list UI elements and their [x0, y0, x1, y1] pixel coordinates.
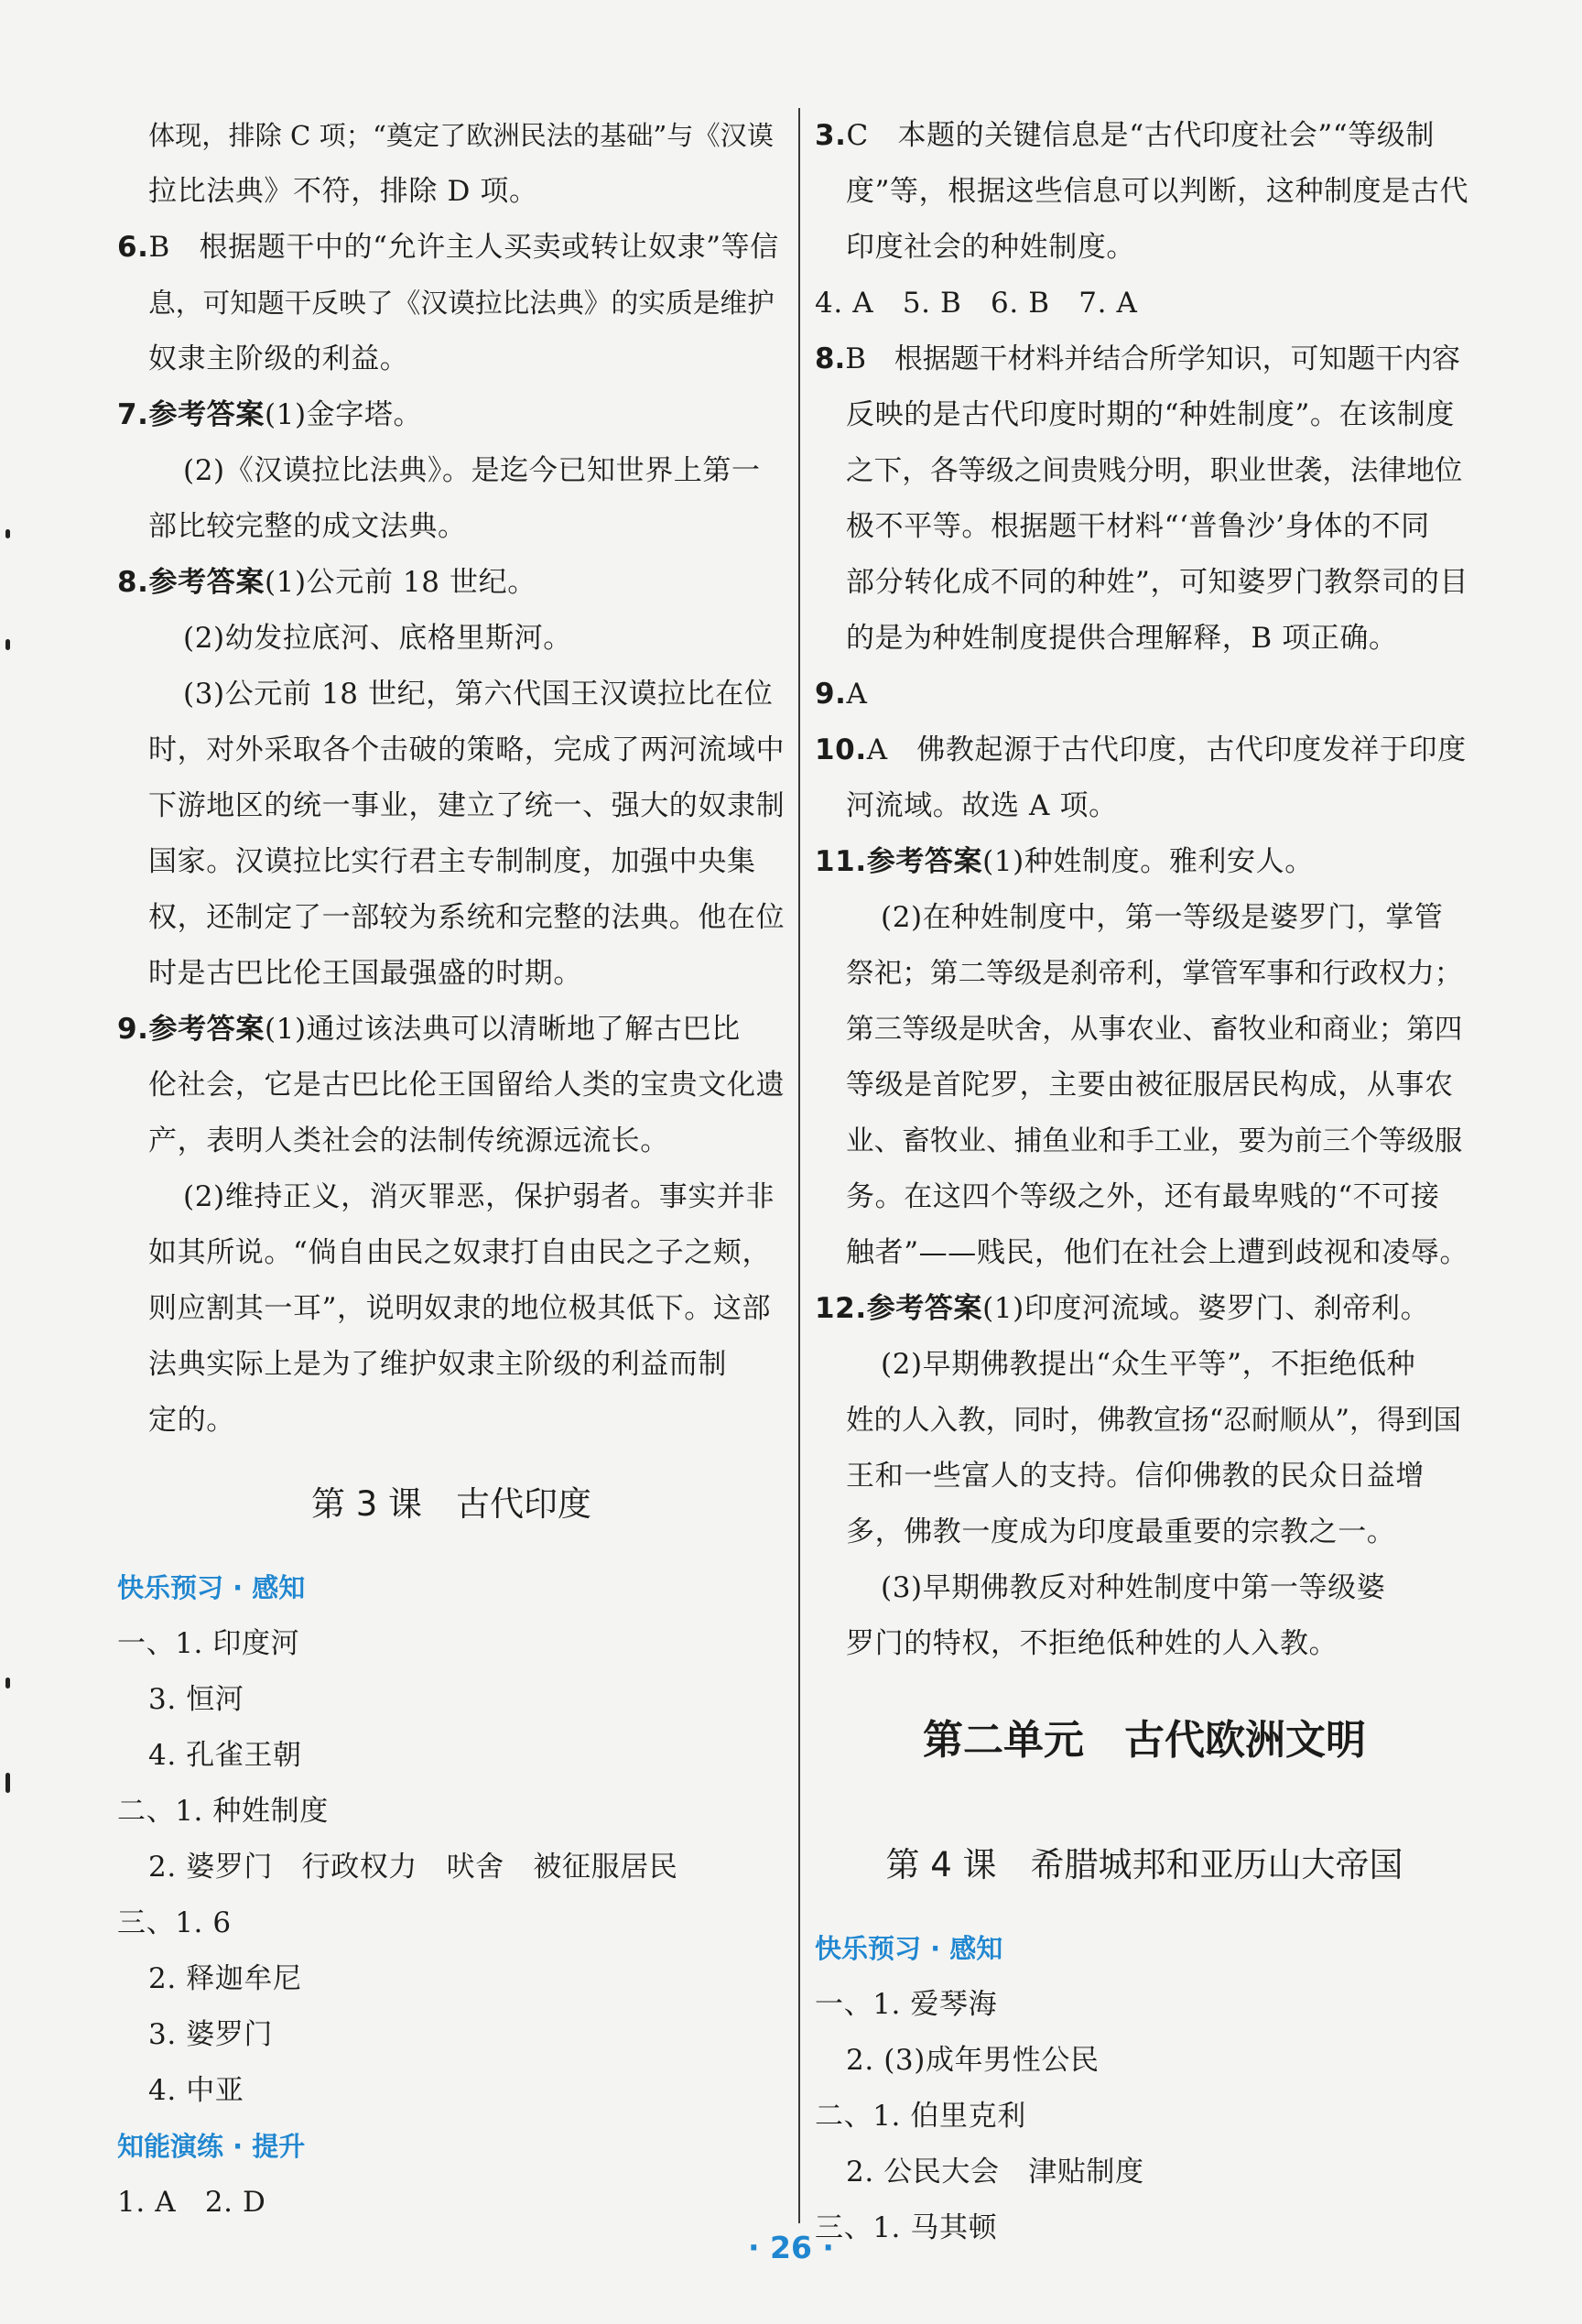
right-column: [815, 108, 1474, 2256]
left-column: [117, 108, 786, 2231]
answer-line: [117, 555, 786, 611]
answer-text: 权，还制定了一部较为系统和完整的法典。他在位: [148, 901, 786, 934]
preview-item: 2. 释迦牟尼: [148, 1962, 302, 1995]
answer-line: [117, 276, 786, 331]
answer-text: 拉比法典》不符，排除 D 项。: [148, 175, 538, 208]
answer-line: [117, 1113, 786, 1169]
scan-mark: [5, 529, 10, 538]
right-preview-list: [815, 1977, 1474, 2256]
answer-text: 第三等级是吠舍，从事农业、畜牧业和商业；第四: [846, 1014, 1463, 1046]
answer-line: [815, 1225, 1474, 1281]
answer-text: (2)《汉谟拉比法典》。是迄今已知世界上第一: [183, 454, 761, 487]
preview-item: 二、1. 伯里克利: [815, 2100, 1026, 2133]
answer-text: 印度社会的种姓制度。: [846, 231, 1135, 264]
answer-text: 产，表明人类社会的法制传统源远流长。: [148, 1124, 669, 1157]
answer-text: 等级是首陀罗，主要由被征服居民构成，从事农: [846, 1069, 1454, 1102]
right-answers: [815, 108, 1474, 1672]
answer-text: (1)种姓制度。雅利安人。: [982, 845, 1314, 878]
answer-line: [815, 164, 1474, 220]
answer-line: [815, 276, 1474, 331]
answer-line: [815, 722, 1474, 778]
answer-line: [815, 1281, 1474, 1337]
answer-text: 时是古巴比伦王国最强盛的时期。: [148, 957, 582, 990]
section-preview-heading: 快乐预习 · 感知: [117, 1572, 306, 1603]
page-number: · 26 ·: [748, 2230, 834, 2265]
answer-line: [117, 164, 786, 220]
answer-line: [815, 1504, 1474, 1560]
question-number: 3.: [815, 119, 847, 152]
preview-item: 一、1. 印度河: [117, 1627, 300, 1660]
answer-text: 部比较完整的成文法典。: [148, 510, 467, 543]
answer-line: [117, 890, 786, 946]
preview-item: 一、1. 爱琴海: [815, 1988, 998, 2021]
answer-text: 姓的人入教，同时，佛教宣扬“忍耐顺从”，得到国: [846, 1405, 1462, 1437]
answer-line: [117, 611, 786, 667]
answer-text: 务。在这四个等级之外，还有最卑贱的“不可接: [846, 1180, 1440, 1213]
answer-line: [815, 443, 1474, 499]
answer-text: 之下，各等级之间贵贱分明，职业世袭，法律地位: [846, 455, 1463, 487]
left-preview-list: [117, 1616, 786, 2119]
preview-item: 3. 恒河: [148, 1683, 244, 1716]
answer-text: 的是为种姓制度提供合理解释，B 项正确。: [846, 622, 1398, 655]
answer-line: [117, 1225, 786, 1281]
preview-item: 4. 孔雀王朝: [148, 1739, 302, 1772]
answer-text: 体现，排除 C 项；“奠定了欧洲民法的基础”与《汉谟: [148, 120, 774, 151]
scan-mark: [5, 1678, 10, 1689]
section-practice-heading: 知能演练 · 提升: [117, 2131, 306, 2162]
preview-item: 2. 公民大会 津贴制度: [846, 2156, 1144, 2188]
answer-text: 反映的是古代印度时期的“种姓制度”。在该制度: [846, 398, 1455, 431]
lesson-4-title: 第 4 课 希腊城邦和亚历山大帝国: [885, 1845, 1403, 1884]
answer-line: [117, 1281, 786, 1337]
preview-item: 三、1. 马其顿: [815, 2211, 998, 2244]
question-number: 11.: [815, 845, 867, 878]
answer-text: A 佛教起源于古代印度，古代印度发祥于印度: [866, 733, 1467, 766]
scan-mark: [5, 1773, 10, 1793]
answer-line: [117, 331, 786, 387]
answer-line: [117, 834, 786, 890]
preview-item: 4. 中亚: [148, 2074, 244, 2107]
answer-line: [117, 722, 786, 778]
answer-text: (1)通过该法典可以清晰地了解古巴比: [264, 1013, 741, 1046]
answer-text: 下游地区的统一事业，建立了统一、强大的奴隶制: [148, 789, 786, 822]
answer-text: (1)公元前 18 世纪。: [264, 566, 536, 599]
answer-line: [117, 220, 786, 276]
answer-text: 4. A 5. B 6. B 7. A: [815, 287, 1138, 320]
lesson-3-title: 第 3 课 古代印度: [310, 1484, 592, 1524]
answer-keyword: 参考答案: [866, 845, 983, 878]
question-number: 8.: [117, 566, 149, 599]
answer-text: (2)幼发拉底河、底格里斯河。: [183, 622, 572, 655]
answer-text: 定的。: [148, 1404, 235, 1437]
answer-line: [815, 611, 1474, 667]
answer-text: B 根据题干中的“允许主人买卖或转让奴隶”等信: [148, 231, 779, 264]
answer-text: 法典实际上是为了维护奴隶主阶级的利益而制: [148, 1348, 727, 1381]
answer-text: A: [846, 678, 868, 711]
answer-line: [117, 667, 786, 722]
answer-keyword: 参考答案: [866, 1292, 983, 1325]
answer-line: [815, 220, 1474, 276]
answer-line: [815, 946, 1474, 1002]
unit-2-title: 第二单元 古代欧洲文明: [923, 1717, 1366, 1764]
answer-line: [815, 1002, 1474, 1058]
answer-text: 多，佛教一度成为印度最重要的宗教之一。: [846, 1515, 1396, 1548]
answer-line: [815, 387, 1474, 443]
answer-line: [815, 1616, 1474, 1672]
answer-text: 如其所说。“倘自由民之奴隶打自由民之子之颊，: [148, 1236, 772, 1269]
question-number: 8.: [815, 342, 846, 375]
answer-text: 度”等，根据这些信息可以判断，这种制度是古代: [846, 175, 1469, 208]
answer-text: 极不平等。根据题干材料“‘普鲁沙’身体的不同: [846, 510, 1430, 543]
answer-line: [117, 1169, 786, 1225]
answer-line: [815, 1113, 1474, 1169]
answer-line: [815, 778, 1474, 834]
answer-text: (3)公元前 18 世纪，第六代国王汉谟拉比在位: [183, 678, 774, 711]
answer-line: [815, 667, 1474, 722]
answer-text: 部分转化成不同的种姓”，可知婆罗门教祭司的目: [846, 566, 1469, 599]
section-preview-heading: 快乐预习 · 感知: [815, 1933, 1003, 1964]
answer-line: [117, 499, 786, 555]
answer-text: (1)印度河流域。婆罗门、刹帝利。: [982, 1292, 1430, 1325]
question-number: 7.: [117, 398, 149, 431]
answer-line: [117, 778, 786, 834]
answer-line: [815, 1169, 1474, 1225]
answer-line: [815, 1560, 1474, 1616]
preview-item: 2. 婆罗门 行政权力 吠舍 被征服居民: [148, 1851, 678, 1884]
answer-line: [815, 1393, 1474, 1449]
preview-item: 三、1. 6: [117, 1906, 232, 1939]
answer-line: [815, 1337, 1474, 1393]
answer-line: [815, 108, 1474, 164]
answer-text: 息，可知题干反映了《汉谟拉比法典》的实质是维护: [148, 288, 775, 320]
answer-text: C 本题的关键信息是“古代印度社会”“等级制: [846, 119, 1436, 152]
answer-line: [117, 387, 786, 443]
answer-text: 祭祀；第二等级是刹帝利，掌管军事和行政权力；: [846, 958, 1463, 990]
answer-keyword: 参考答案: [148, 566, 265, 599]
answer-line: [117, 1058, 786, 1113]
answer-line: [815, 331, 1474, 387]
answer-text: 伦社会，它是古巴比伦王国留给人类的宝贵文化遗: [148, 1069, 786, 1102]
answer-text: (2)早期佛教提出“众生平等”，不拒绝低种: [881, 1348, 1416, 1381]
answer-text: 奴隶主阶级的利益。: [148, 342, 409, 375]
answer-line: [117, 946, 786, 1002]
question-number: 12.: [815, 1292, 867, 1325]
answer-line: [117, 108, 786, 164]
answer-line: [815, 890, 1474, 946]
answer-line: [117, 1393, 786, 1449]
preview-item: 2. (3)成年男性公民: [846, 2044, 1100, 2077]
answer-line: [117, 1337, 786, 1393]
answer-keyword: 参考答案: [148, 398, 265, 431]
answer-text: 则应割其一耳”，说明奴隶的地位极其低下。这部: [148, 1292, 772, 1325]
preview-item: 二、1. 种姓制度: [117, 1795, 329, 1828]
answer-line: 1. A 2. D: [117, 2186, 266, 2219]
answer-text: 河流域。故选 A 项。: [846, 789, 1118, 822]
question-number: 6.: [117, 231, 149, 264]
answer-text: 时，对外采取各个击破的策略，完成了两河流域中: [148, 733, 786, 766]
question-number: 10.: [815, 733, 867, 766]
answer-text: 触者”——贱民，他们在社会上遭到歧视和凌辱。: [846, 1236, 1469, 1269]
answer-text: (2)维持正义，消灭罪恶，保护弱者。事实并非: [183, 1180, 775, 1213]
answer-line: [815, 499, 1474, 555]
answer-text: 国家。汉谟拉比实行君主专制制度，加强中央集: [148, 845, 756, 878]
answer-text: 罗门的特权，不拒绝低种姓的人入教。: [846, 1627, 1338, 1660]
question-number: 9.: [117, 1013, 149, 1046]
answer-keyword: 参考答案: [148, 1013, 265, 1046]
answer-text: B 根据题干材料并结合所学知识，可知题干内容: [845, 342, 1460, 375]
answer-text: 业、畜牧业、捕鱼业和手工业，要为前三个等级服: [846, 1125, 1463, 1157]
column-divider: [798, 108, 800, 2223]
answer-line: [815, 555, 1474, 611]
answer-line: [815, 1058, 1474, 1113]
left-answers: [117, 108, 786, 1449]
question-number: 9.: [815, 678, 847, 711]
answer-line: [117, 1002, 786, 1058]
preview-item: 3. 婆罗门: [148, 2018, 274, 2051]
answer-text: (1)金字塔。: [264, 398, 423, 431]
answer-text: 王和一些富人的支持。信仰佛教的民众日益增: [846, 1460, 1425, 1493]
answer-text: (3)早期佛教反对种姓制度中第一等级婆: [881, 1571, 1386, 1604]
answer-line: [815, 1449, 1474, 1504]
answer-line: [117, 443, 786, 499]
answer-text: (2)在种姓制度中，第一等级是婆罗门，掌管: [881, 901, 1444, 934]
answer-line: [815, 834, 1474, 890]
scan-mark: [5, 639, 10, 650]
